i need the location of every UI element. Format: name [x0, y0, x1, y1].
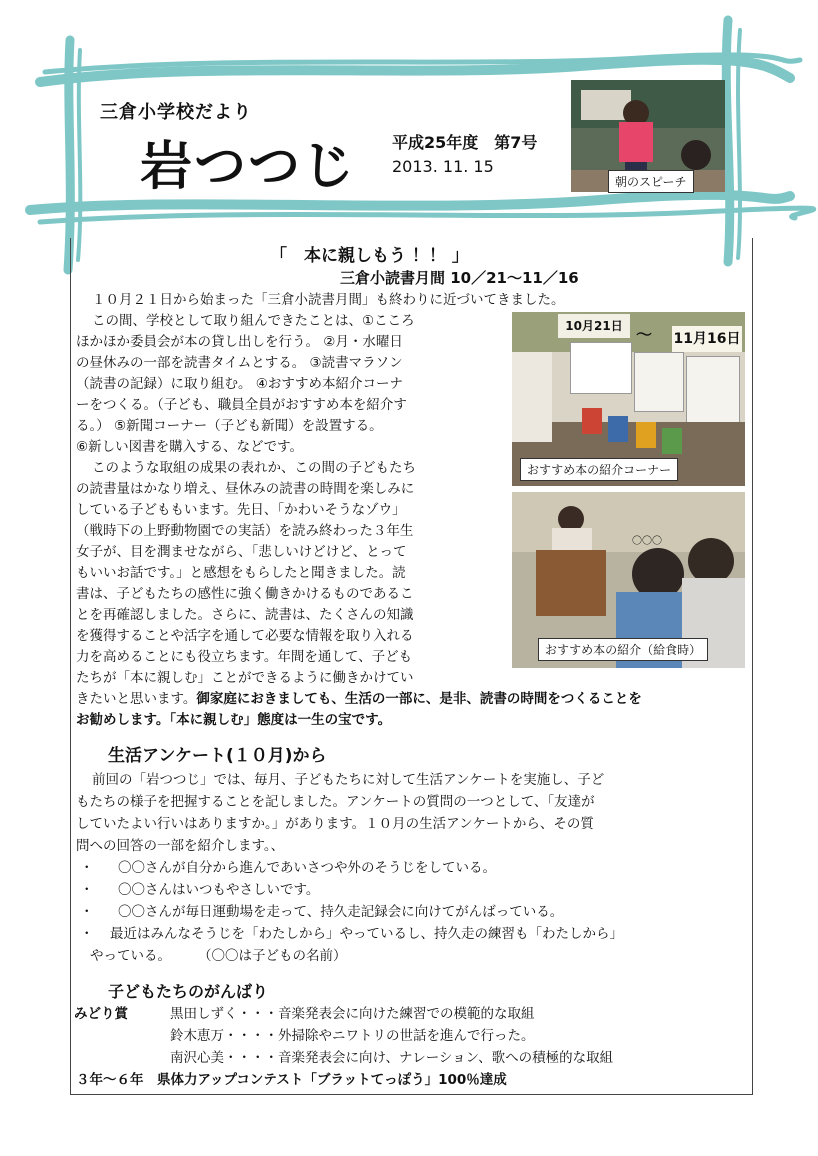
photo-caption-lunch: おすすめ本の紹介（給食時） [538, 638, 708, 661]
reading-line: ⑥新しい図書を購入する、などです。 [76, 439, 304, 455]
survey-line: 問への回答の一部を紹介します。、 [76, 838, 285, 854]
survey-heading: 生活アンケート(１０月)から [108, 746, 327, 766]
survey-bullet: 最近はみんなそうじを「わたしから」やっているし、持久走の練習も「わたしから」 [110, 926, 623, 942]
award-item: 南沢心美・・・・音楽発表会に向け、ナレーション、歌への積極的な取組 [170, 1050, 614, 1066]
board-tilde: ～ [636, 325, 653, 344]
survey-bullet: 〇〇さんが自分から進んであいさつや外のそうじをしている。 [118, 860, 496, 876]
reading-line: もいいお話です。」と感想をもらしたと聞きました。読 [76, 565, 406, 581]
survey-bullet-mark: ・ [80, 904, 94, 920]
school-name: 三倉小学校だより [100, 102, 252, 123]
reading-line: 力を高めることにも役立ちます。年間を通して、子ども [76, 649, 413, 665]
reading-line: たちが「本に親しむ」ことができるように働きかけてい [76, 670, 414, 686]
award-item: 鈴木恵万・・・・外掃除やニワトリの世話を進んで行った。 [170, 1028, 535, 1044]
reading-closing-normal: きたいと思います。 [76, 691, 197, 707]
survey-bullet: 〇〇さんが毎日運動場を走って、持久走記録会に向けてがんばっている。 [118, 904, 564, 920]
board-end-date-sign: 11月16日 [672, 326, 742, 352]
reading-line: この間、学校として取り組んできたことは、①こころ [92, 313, 415, 329]
reading-heading: 「 本に親しもう ！！ 」 [270, 246, 469, 266]
survey-bullet: 〇〇さんはいつもやさしいです。 [118, 882, 320, 898]
reading-line: （読書の記録）に取り組む。 ④おすすめ本紹介コーナ [76, 376, 404, 392]
survey-bullet-mark: ・ [80, 882, 94, 898]
reading-line: 書は、子どもたちの感性に強く働きかけるものであるこ [76, 586, 414, 602]
issue-date: 2013. 11. 15 [392, 157, 494, 176]
reading-line: 女子が、目を潤ませながら、「悲しいけどけど、とって [76, 544, 407, 560]
reading-subheading: 三倉小読書月間 10／21～11／16 [340, 269, 579, 287]
photo-caption-corner: おすすめ本の紹介コーナー [520, 458, 678, 481]
grade-achievement: ３年～６年 県体力アップコンテスト「ブラットてっぽう」100％達成 [76, 1072, 507, 1088]
reading-closing-line [76, 689, 642, 709]
survey-line: もたちの様子を把握することを記しました。アンケートの質問の一つとして、「友達が [76, 794, 595, 810]
survey-line: 前回の「岩つつじ」では、毎月、子どもたちに対して生活アンケートを実施し、子ど [92, 772, 605, 788]
reading-line: の読書量はかなり増え、昼休みの読書の時間を楽しみに [76, 481, 415, 497]
newsletter-title: 岩つつじ [140, 137, 357, 197]
reading-line: （戦時下の上野動物園での実話）を読み終わった３年生 [76, 523, 414, 539]
reading-line: ほかほか委員会が本の貸し出しを行う。 ②月・水曜日 [76, 334, 403, 350]
award-label: みどり賞 [74, 1006, 128, 1022]
reading-line: このような取組の成果の表れか、この間の子どもたち [92, 460, 416, 476]
reading-line: とを再確認しました。さらに、読書は、たくさんの知識 [76, 607, 414, 623]
issue-number: 平成25年度 第7号 [392, 133, 538, 152]
board-date-sign: 10月21日 [558, 314, 630, 338]
reading-line: １０月２１日から始まった「三倉小読書月間」も終わりに近づいてきました。 [92, 292, 565, 308]
reading-closing-bold: 御家庭におきましても、生活の一部に、是非、読書の時間をつくることを [196, 691, 642, 707]
reading-line: ーをつくる。（子ども、職員全員がおすすめ本を紹介す [76, 397, 407, 413]
reading-line: を獲得することや活字を通して必要な情報を取り入れる [76, 628, 414, 644]
reading-line: の昼休みの一部を読書タイムとする。 ③読書マラソン [76, 355, 403, 371]
survey-line: していたよい行いはありますか。」があります。１０月の生活アンケートから、その質 [76, 816, 594, 832]
photo-note: 〇〇〇 [632, 536, 662, 547]
survey-bullet-mark: ・ [80, 926, 94, 942]
photo-caption-speech: 朝のスピーチ [608, 170, 694, 193]
award-item: 黒田しずく・・・音楽発表会に向けた練習での模範的な取組 [170, 1006, 535, 1022]
survey-last-line: やっている。 （〇〇は子どもの名前） [90, 948, 347, 964]
survey-bullet-mark: ・ [80, 860, 94, 876]
achievements-heading: 子どもたちのがんばり [108, 982, 269, 1001]
reading-line: る。） ⑤新聞コーナー（子ども新聞）を設置する。 [76, 418, 383, 434]
reading-line: している子どももいます。先日、「かわいそうなゾウ」 [76, 502, 406, 518]
reading-closing-line2: お勧めします。「本に親しむ」態度は一生の宝です。 [76, 712, 392, 728]
